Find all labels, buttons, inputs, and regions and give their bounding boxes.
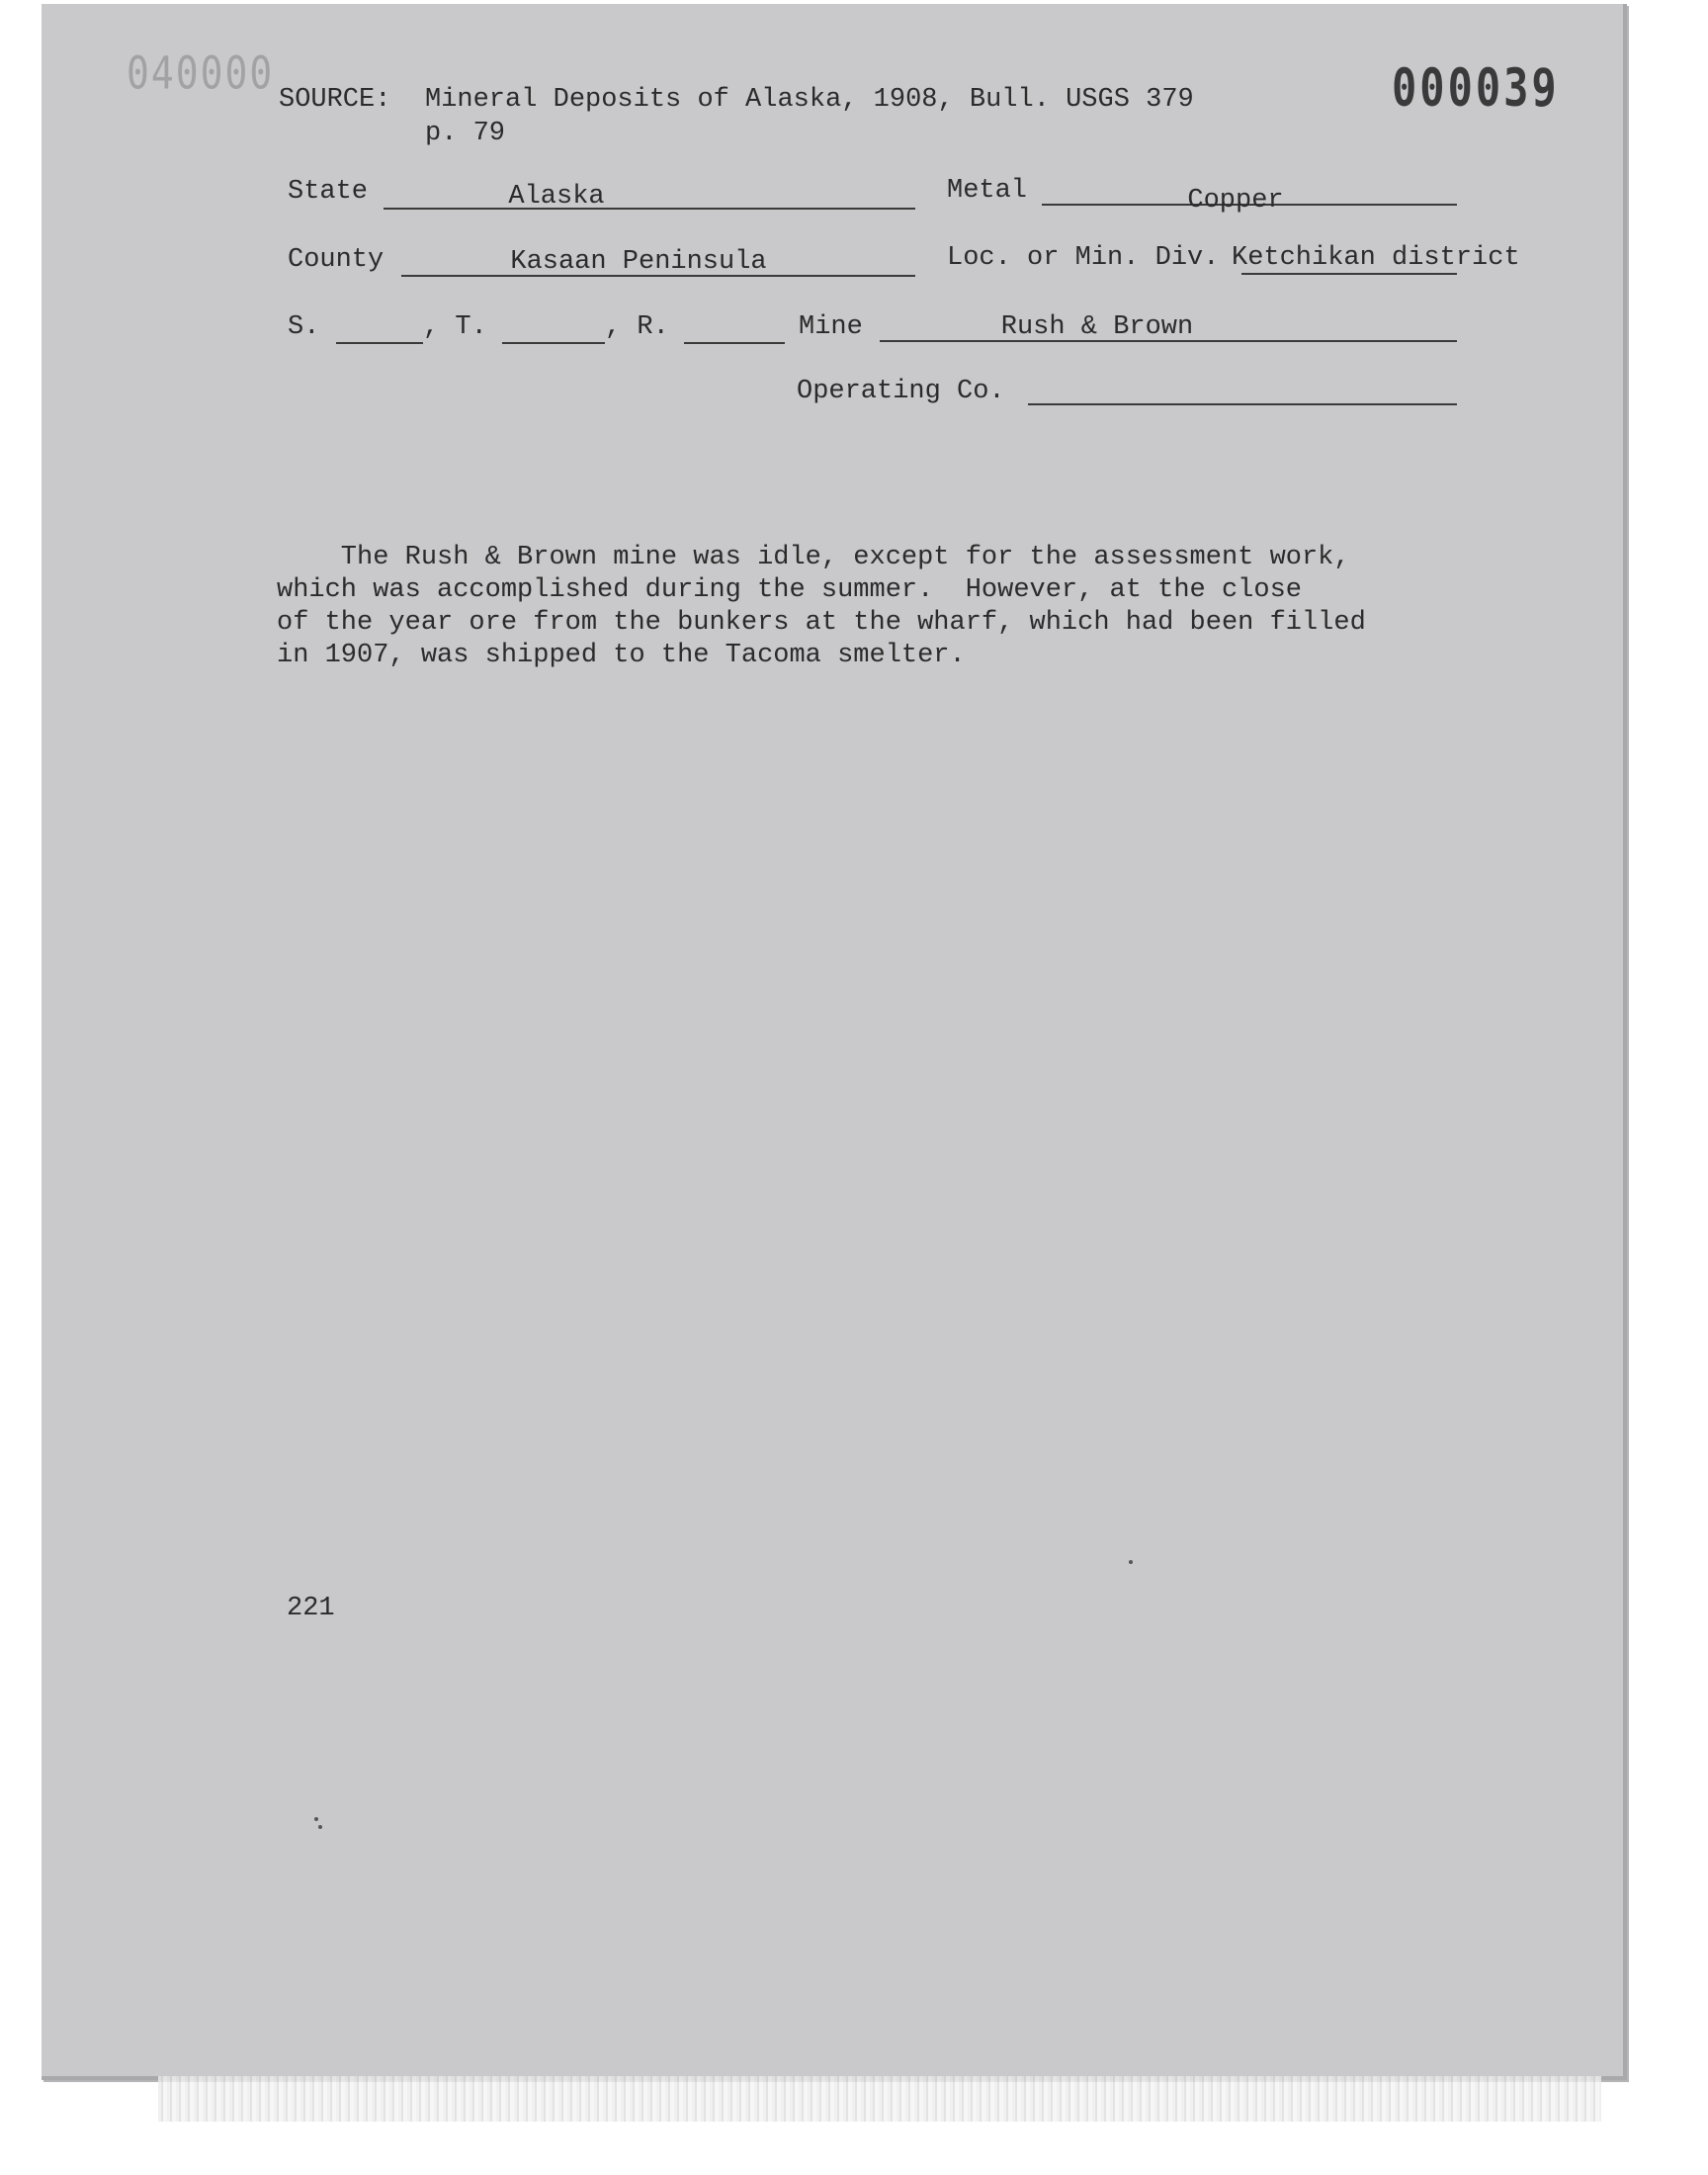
- scan-speck: [1129, 1560, 1133, 1564]
- source-label: SOURCE:: [279, 85, 391, 115]
- operating-co-underline: [1028, 403, 1457, 405]
- metal-value: Copper: [1187, 186, 1284, 216]
- scan-speck: [314, 1817, 318, 1821]
- paragraph-line: The Rush & Brown mine was idle, except for the assessment work,: [277, 543, 1350, 572]
- range-underline: [684, 342, 785, 344]
- mine-value: Rush & Brown: [1000, 312, 1194, 342]
- paragraph-line: of the year ore from the bunkers at the wharf, which had been filled: [277, 608, 1366, 638]
- township-underline: [502, 342, 605, 344]
- metal-label: Metal: [947, 176, 1028, 206]
- township-label: , T.: [423, 312, 487, 342]
- operating-co-label: Operating Co.: [797, 377, 1005, 406]
- body-paragraph: [277, 542, 1443, 672]
- state-label: State: [288, 177, 369, 207]
- range-label: , R.: [605, 312, 669, 342]
- source-line-2: p. 79: [425, 119, 506, 148]
- location-label: Loc. or Min. Div.: [947, 243, 1220, 273]
- county-label: County: [288, 245, 384, 275]
- stamp-left-number: 040000: [127, 46, 275, 100]
- location-value: Ketchikan district: [1232, 243, 1520, 273]
- scan-speck: [318, 1825, 322, 1829]
- section-label: S.: [288, 312, 320, 342]
- mine-label: Mine: [799, 312, 863, 342]
- section-underline: [336, 342, 423, 344]
- page-number: 221: [287, 1594, 335, 1623]
- county-value: Kasaan Peninsula: [510, 247, 767, 277]
- source-line-1: Mineral Deposits of Alaska, 1908, Bull. USGS 379: [425, 85, 1194, 115]
- state-value: Alaska: [508, 182, 605, 212]
- paragraph-line: which was accomplished during the summer. However, at the close: [277, 575, 1302, 605]
- stamp-right-number: 000039: [1392, 57, 1560, 119]
- scan-artifact: [158, 2076, 1601, 2122]
- paragraph-line: in 1907, was shipped to the Tacoma smelter.: [277, 641, 966, 670]
- location-underline: [1241, 273, 1457, 275]
